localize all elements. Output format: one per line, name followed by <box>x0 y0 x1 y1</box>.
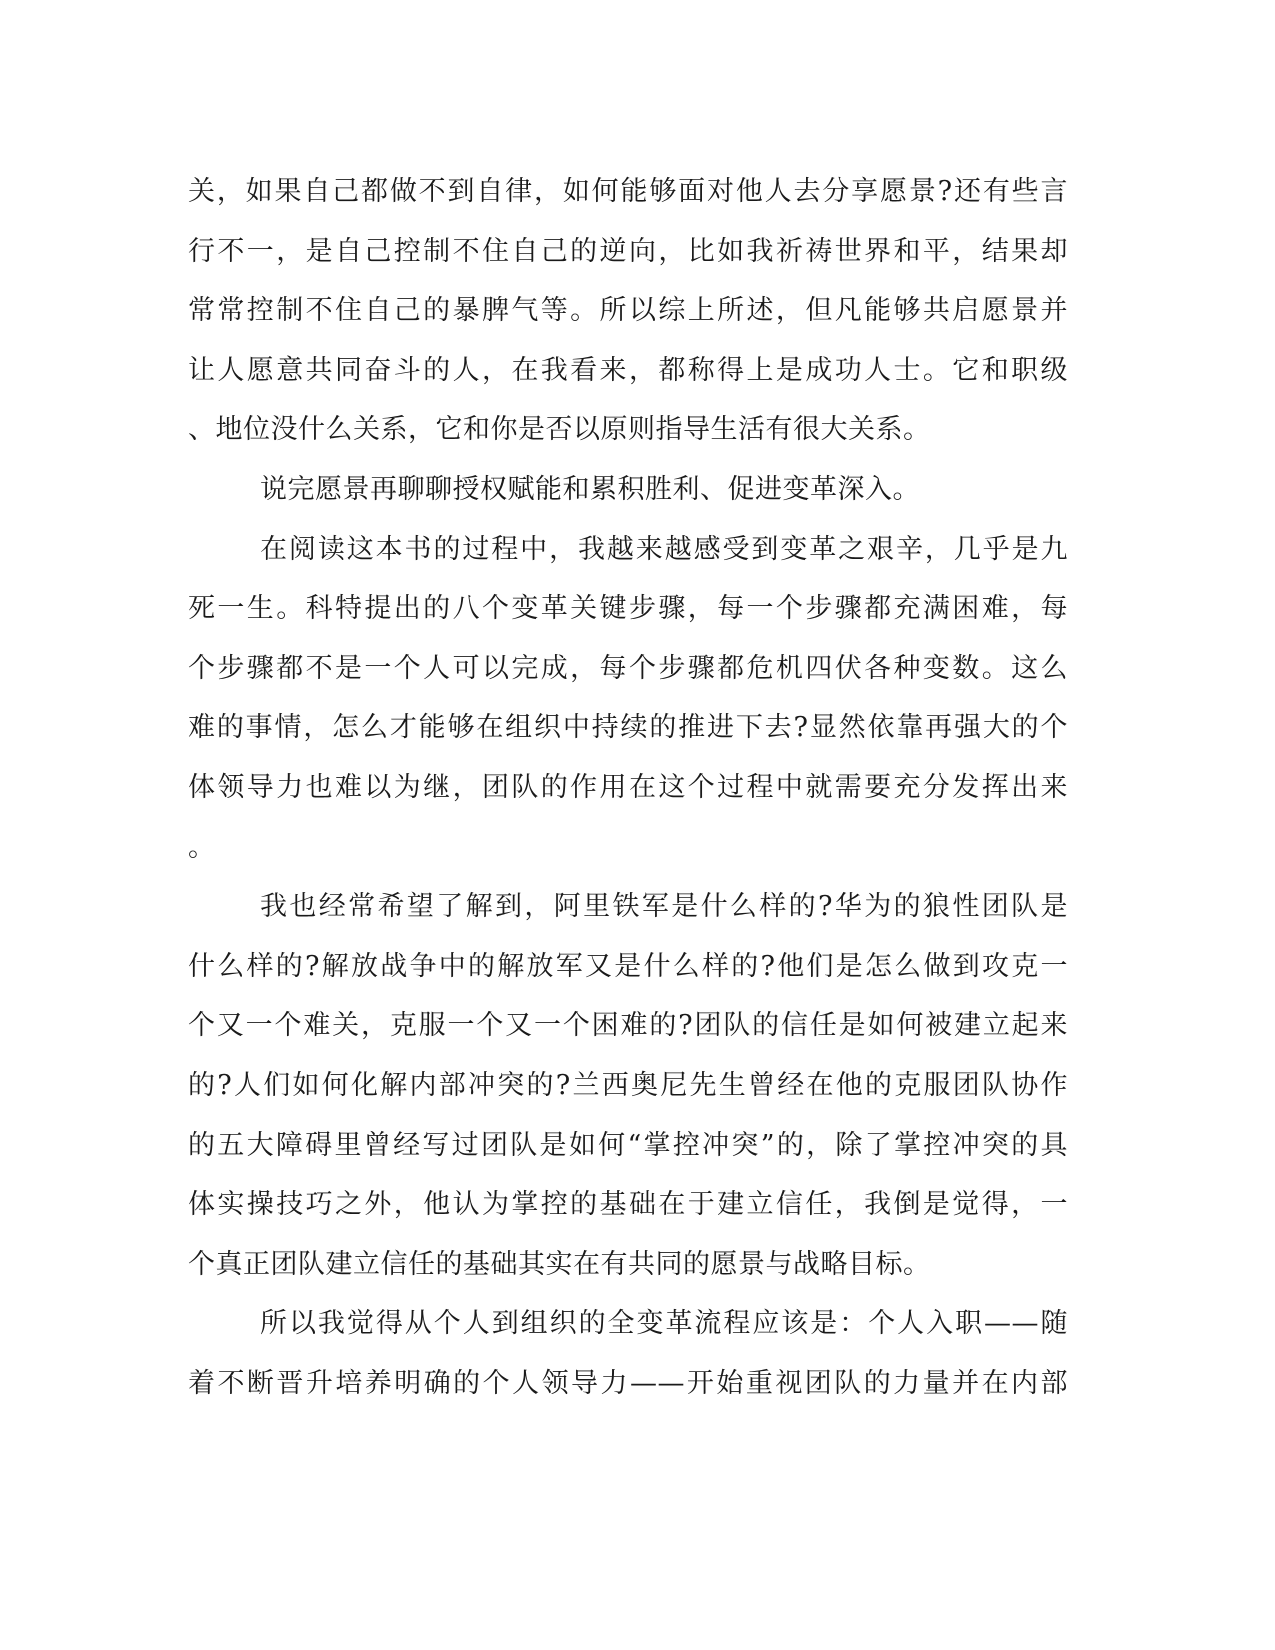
text-line: 体领导力也难以为继，团队的作用在这个过程中就需要充分发挥出来 <box>188 771 1068 803</box>
text-line: 。 <box>188 831 216 863</box>
text-line: 所以我觉得从个人到组织的全变革流程应该是：个人入职——随 <box>260 1308 1068 1340</box>
text-line: 死一生。科特提出的八个变革关键步骤，每一个步骤都充满困难，每 <box>188 593 1068 625</box>
text-line: 说完愿景再聊聊授权赋能和累积胜利、促进变革深入。 <box>260 473 920 505</box>
text-line: 、地位没什么关系，它和你是否以原则指导生活有很大关系。 <box>188 414 931 446</box>
text-line: 常常控制不住自己的暴脾气等。所以综上所述，但凡能够共启愿景并 <box>188 295 1068 327</box>
body-text <box>188 162 1068 1413</box>
text-line: 关，如果自己都做不到自律，如何能够面对他人去分享愿景?还有些言 <box>188 176 1068 207</box>
text-line: 体实操技巧之外，他认为掌控的基础在于建立信任，我倒是觉得，一 <box>188 1189 1068 1221</box>
text-line: 个步骤都不是一个人可以完成，每个步骤都危机四伏各种变数。这么 <box>188 652 1068 684</box>
text-line: 个真正团队建立信任的基础其实在有共同的愿景与战略目标。 <box>188 1248 931 1280</box>
text-line: 着不断晋升培养明确的个人领导力——开始重视团队的力量并在内部 <box>188 1367 1068 1399</box>
text-line: 难的事情，怎么才能够在组织中持续的推进下去?显然依靠再强大的个 <box>188 712 1068 744</box>
text-line: 行不一，是自己控制不住自己的逆向，比如我祈祷世界和平，结果却 <box>188 235 1068 267</box>
text-line: 什么样的?解放战争中的解放军又是什么样的?他们是怎么做到攻克一 <box>188 950 1068 982</box>
text-line: 个又一个难关，克服一个又一个困难的?团队的信任是如何被建立起来 <box>188 1010 1068 1042</box>
text-line: 我也经常希望了解到，阿里铁军是什么样的?华为的狼性团队是 <box>260 891 1068 923</box>
text-line: 让人愿意共同奋斗的人，在我看来，都称得上是成功人士。它和职级 <box>188 354 1068 386</box>
text-line: 的?人们如何化解内部冲突的?兰西奥尼先生曾经在他的克服团队协作 <box>188 1069 1068 1101</box>
text-line: 的五大障碍里曾经写过团队是如何“掌控冲突”的，除了掌控冲突的具 <box>188 1129 1068 1161</box>
text-line: 在阅读这本书的过程中，我越来越感受到变革之艰辛，几乎是九 <box>260 533 1068 565</box>
